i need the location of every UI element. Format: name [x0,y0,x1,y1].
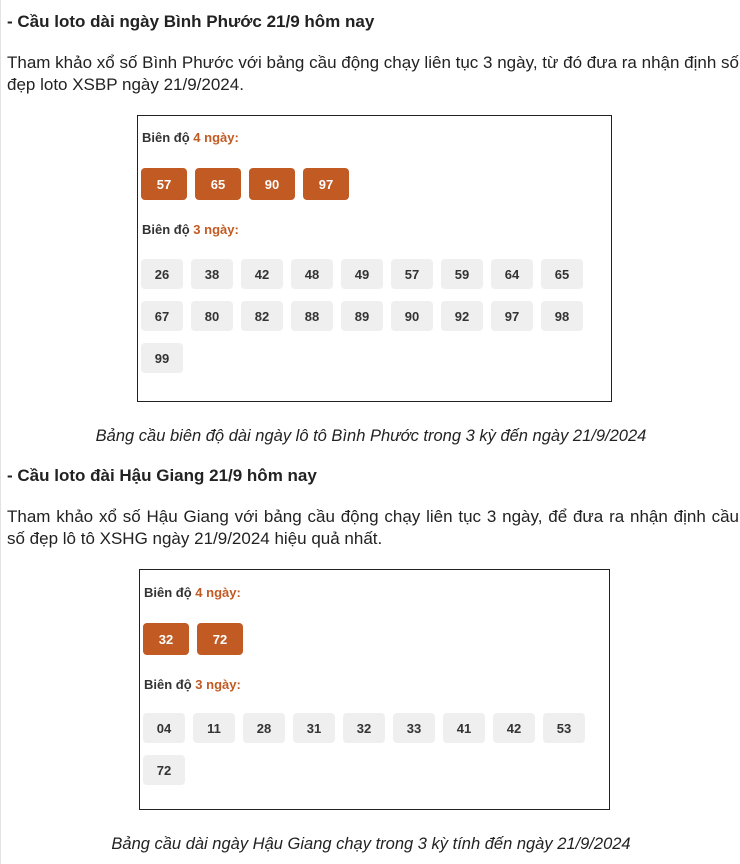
section-intro-hau-giang: Tham khảo xổ số Hậu Giang với bảng cầu động chạy liên tục 3 ngày, để đưa ra nhận định cầu số đẹp lô tô XSHG ngày 21/9/2024 hiệu quả nhất. [7,507,739,548]
range-3-label-prefix: Biên độ [144,677,192,692]
range-3-label [144,677,241,692]
number-chip[interactable]: 59 [441,259,483,289]
loto-table-binh-phuoc [137,115,612,402]
number-chip-hot[interactable]: 32 [143,623,189,655]
number-chip[interactable]: 67 [141,301,183,331]
range-4-label-accent: 4 ngày: [193,130,239,145]
number-chip[interactable]: 82 [241,301,283,331]
number-chip[interactable]: 57 [391,259,433,289]
range-3-label-prefix: Biên độ [142,222,190,237]
number-chip[interactable]: 49 [341,259,383,289]
loto-table-hau-giang [139,569,610,810]
range-4-label-accent: 4 ngày: [195,585,241,600]
number-chip[interactable]: 26 [141,259,183,289]
number-chip[interactable]: 42 [493,713,535,743]
number-chip-hot[interactable]: 90 [249,168,295,200]
number-chip-hot[interactable]: 57 [141,168,187,200]
number-chip[interactable]: 99 [141,343,183,373]
range-4-numbers [143,623,243,655]
range-4-label-prefix: Biên độ [144,585,192,600]
range-3-label-accent: 3 ngày: [193,222,239,237]
number-chip[interactable]: 90 [391,301,433,331]
number-chip[interactable]: 88 [291,301,333,331]
number-chip[interactable]: 42 [241,259,283,289]
number-chip[interactable]: 92 [441,301,483,331]
number-chip[interactable]: 04 [143,713,185,743]
number-chip-hot[interactable]: 65 [195,168,241,200]
number-chip[interactable]: 11 [193,713,235,743]
section-heading-hau-giang: - Cầu loto đài Hậu Giang 21/9 hôm nay [7,466,317,485]
range-3-label-accent: 3 ngày: [195,677,241,692]
table-caption-hau-giang: Bảng cầu dài ngày Hậu Giang chạy trong 3 kỳ tính đến ngày 21/9/2024 [111,835,631,853]
range-4-numbers [141,168,349,200]
number-chip[interactable]: 97 [491,301,533,331]
range-3-label [142,222,239,237]
number-chip[interactable]: 28 [243,713,285,743]
table-caption-binh-phuoc: Bảng cầu biên độ dài ngày lô tô Bình Phước trong 3 kỳ đến ngày 21/9/2024 [95,427,647,445]
number-chip[interactable]: 65 [541,259,583,289]
number-chip-hot[interactable]: 97 [303,168,349,200]
range-3-numbers [143,713,603,785]
number-chip[interactable]: 98 [541,301,583,331]
number-chip[interactable]: 64 [491,259,533,289]
section-heading-binh-phuoc: - Cầu loto dài ngày Bình Phước 21/9 hôm nay [7,12,375,31]
number-chip[interactable]: 38 [191,259,233,289]
number-chip[interactable]: 31 [293,713,335,743]
number-chip[interactable]: 41 [443,713,485,743]
range-4-label-prefix: Biên độ [142,130,190,145]
number-chip[interactable]: 32 [343,713,385,743]
number-chip-hot[interactable]: 72 [197,623,243,655]
section-intro-binh-phuoc: Tham khảo xổ số Bình Phước với bảng cầu động chạy liên tục 3 ngày, từ đó đưa ra nhận định số đẹp loto XSBP ngày 21/9/2024. [7,53,739,94]
number-chip[interactable]: 48 [291,259,333,289]
number-chip[interactable]: 89 [341,301,383,331]
number-chip[interactable]: 33 [393,713,435,743]
number-chip[interactable]: 53 [543,713,585,743]
number-chip[interactable]: 72 [143,755,185,785]
range-4-label [144,585,241,600]
range-3-numbers [141,259,601,373]
number-chip[interactable]: 80 [191,301,233,331]
range-4-label [142,130,239,145]
